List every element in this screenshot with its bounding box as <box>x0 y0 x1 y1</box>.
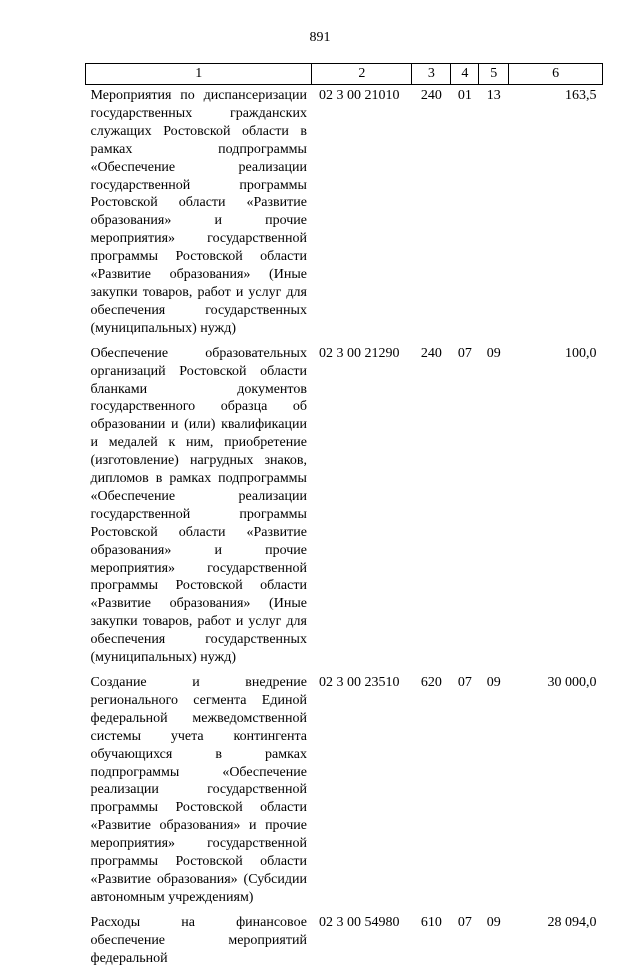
table-row <box>86 343 603 672</box>
row-amount: 30 000,0 <box>547 675 597 690</box>
row-code: 02 3 00 23510 <box>318 675 400 690</box>
row-col3: 240 <box>420 88 442 103</box>
budget-table <box>85 63 603 973</box>
row-amount: 163,5 <box>565 88 597 103</box>
header-cell-3: 3 <box>412 64 451 85</box>
row-code: 02 3 00 54980 <box>318 914 400 930</box>
table-row <box>86 672 603 912</box>
row-col4: 07 <box>457 914 472 930</box>
row-col4: 07 <box>457 675 472 690</box>
table-row <box>86 912 603 973</box>
row-code: 02 3 00 21010 <box>318 88 400 103</box>
header-cell-2: 2 <box>312 64 412 85</box>
row-description: Расходы на финансовое обеспечение мероприятий федеральной <box>90 914 307 966</box>
header-cell-4: 4 <box>451 64 479 85</box>
table-body <box>86 85 603 973</box>
row-col3: 610 <box>420 914 442 930</box>
row-amount: 28 094,0 <box>547 914 597 930</box>
row-col5: 13 <box>486 88 501 103</box>
header-row <box>86 64 603 85</box>
row-amount: 100,0 <box>565 345 597 361</box>
page-number: 891 <box>309 30 331 45</box>
row-col3: 620 <box>420 675 442 690</box>
row-col5: 09 <box>486 914 501 930</box>
row-col4: 01 <box>457 88 472 103</box>
header-cell-6: 6 <box>509 64 603 85</box>
table-header <box>86 64 603 85</box>
row-col4: 07 <box>457 345 472 361</box>
header-cell-1: 1 <box>86 64 312 85</box>
row-code: 02 3 00 21290 <box>318 345 400 361</box>
header-cell-5: 5 <box>479 64 509 85</box>
row-description: Мероприятия по диспансеризации государственных гражданских служащих Ростовской области в рамках подпрограммы «Обеспечение реализации государственной программы Ростовской области «Развитие образования» и прочие мероприятия» государственной программы Ростовской области «Развитие образования» (Иные закупки товаров, работ и услуг для обеспечения государственных (муниципальных) нужд) <box>90 88 307 336</box>
row-col5: 09 <box>486 675 501 690</box>
table-row <box>86 85 603 343</box>
row-description: Создание и внедрение регионального сегмента Единой федеральной межведомственной системы учета контингента обучающихся в рамках подпрограммы «Обеспечение реализации государственной программы Ростовской области «Развитие образования» и прочие мероприятия» государственной программы Ростовской области «Развитие образования» (Субсидии автономным учреждениям) <box>90 675 307 905</box>
row-col5: 09 <box>486 345 501 361</box>
row-description: Обеспечение образовательных организаций Ростовской области бланками документов государственного образца об образовании и (или) квалификации и медалей к ним, приобретение (изготовление) нагрудных знаков, дипломов в рамках подпрограммы «Обеспечение реализации государственной программы Ростовской области «Развитие образования» и прочие мероприятия» государственной программы Ростовской области «Развитие образования» (Иные закупки товаров, работ и услуг для обеспечения государственных (муниципальных) нужд) <box>90 345 307 666</box>
row-col3: 240 <box>420 345 442 361</box>
